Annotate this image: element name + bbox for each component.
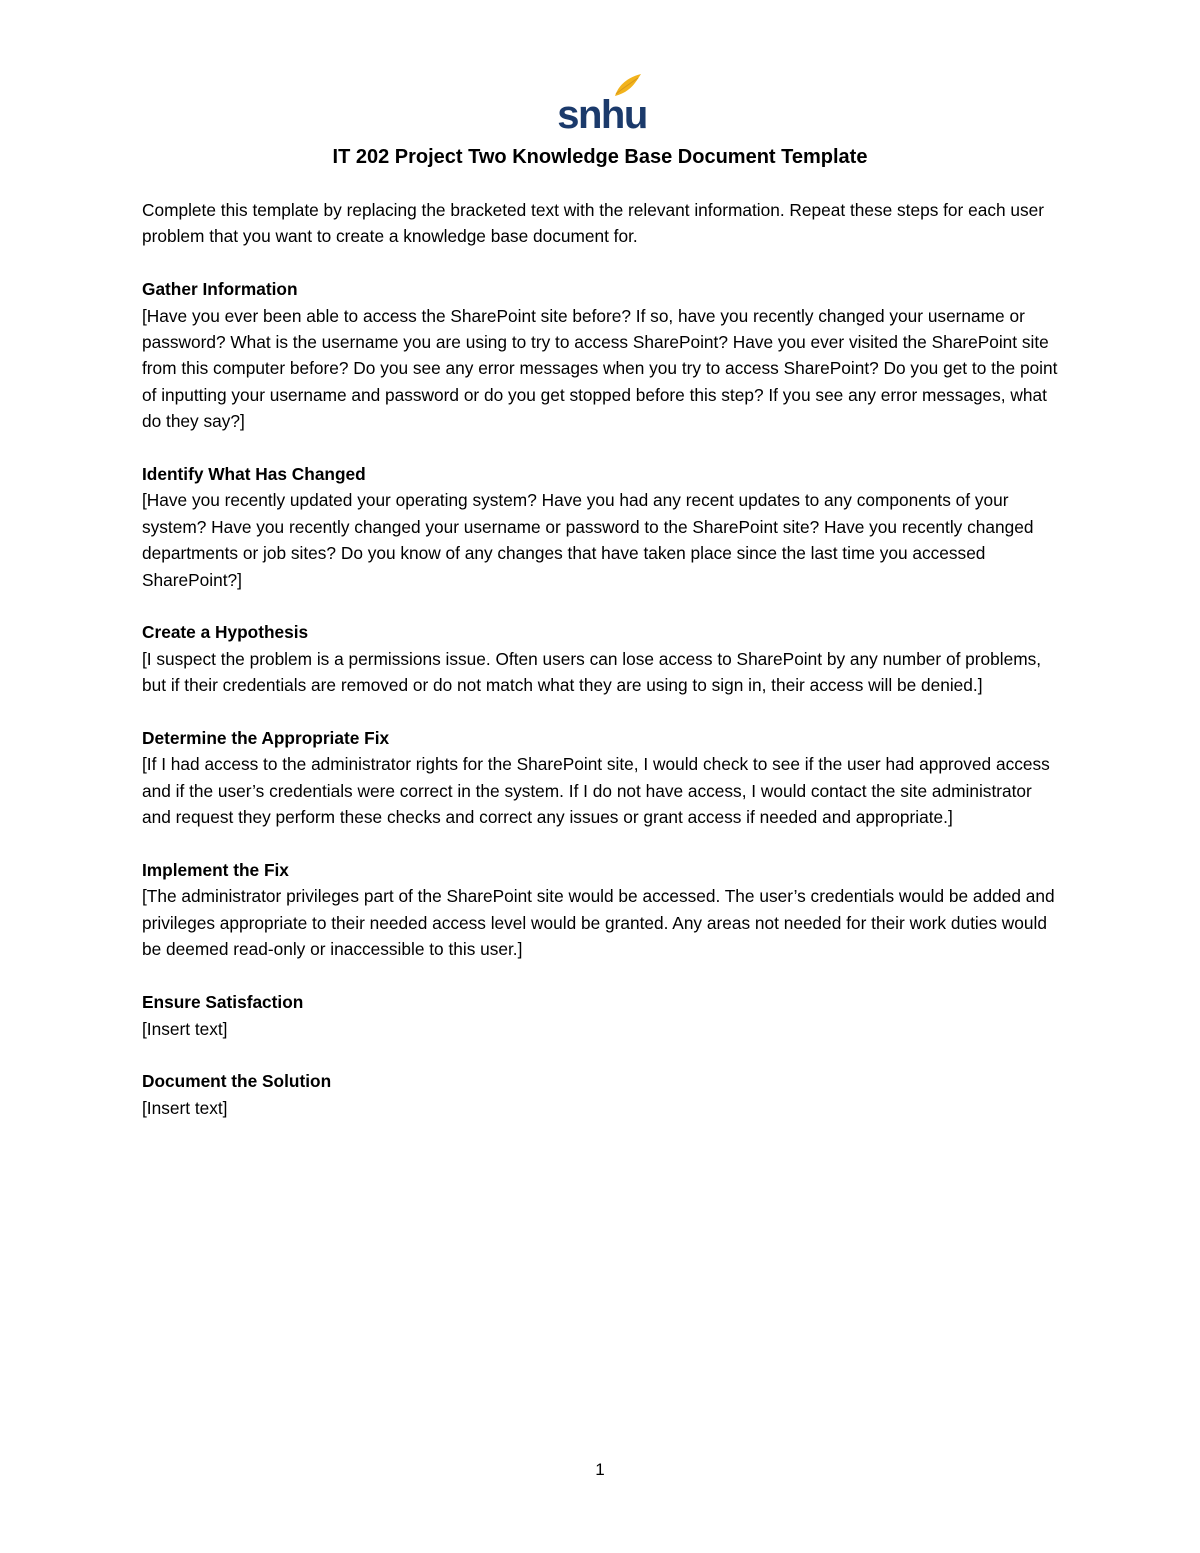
section-body: [If I had access to the administrator rights for the SharePoint site, I would check to see if the user had approved access and if the user’s credentials were correct in the system. If I do not have access, I would contact the site administrator and request they perform these checks and correct any issues or grant access if needed and appropriate.]: [142, 754, 1050, 828]
intro-paragraph: Complete this template by replacing the bracketed text with the relevant information. Repeat these steps for each user problem that you want to create a knowledge base document for.: [142, 200, 1044, 247]
section-body: [The administrator privileges part of the SharePoint site would be accessed. The user’s credentials would be added and privileges appropriate to their needed access level would be granted. Any areas not needed for their work duties would be deemed read-only or inaccessible to this user.]: [142, 886, 1055, 960]
section-heading: Ensure Satisfaction: [142, 992, 304, 1013]
section-determine-the-appropriate-fix: [142, 725, 1062, 831]
section-create-a-hypothesis: [142, 619, 1062, 698]
section-document-the-solution: [142, 1068, 1062, 1121]
page-number: 1: [595, 1460, 605, 1479]
section-body: [Insert text]: [142, 1097, 228, 1118]
document-body: [142, 197, 1062, 1148]
section-identify-what-has-changed: [142, 461, 1062, 593]
logo-wordmark: snhu: [557, 93, 647, 132]
section-body: [Have you ever been able to access the SharePoint site before? If so, have you recently changed your username or password? What is the username you are using to try to access SharePoint? Have you ever visited the SharePoint site from this computer before? Do you see any error messages when you try to access SharePoint? Do you get to the point of inputting your username and password or do you get stopped before this step? If you see any error messages, what do they say?]: [142, 305, 1058, 432]
section-heading: Gather Information: [142, 279, 298, 300]
section-heading: Identify What Has Changed: [142, 464, 366, 485]
section-heading: Implement the Fix: [142, 860, 289, 881]
section-gather-information: [142, 276, 1062, 434]
section-body: [Have you recently updated your operating system? Have you had any recent updates to any components of your system? Have you recently changed your username or password to the SharePoint site? Have you recently changed departments or job sites? Do you know of any changes that have taken place since the last time you accessed SharePoint?]: [142, 490, 1034, 590]
section-heading: Create a Hypothesis: [142, 622, 309, 643]
document-title: IT 202 Project Two Knowledge Base Document Template: [332, 146, 868, 168]
section-body: [Insert text]: [142, 1018, 228, 1039]
section-heading: Document the Solution: [142, 1071, 332, 1092]
section-body: [I suspect the problem is a permissions issue. Often users can lose access to SharePoint by any number of problems, but if their credentials are removed or do not match what they are using to sign in, their access will be denied.]: [142, 648, 1042, 696]
section-implement-the-fix: [142, 857, 1062, 963]
snhu-logo: [557, 72, 647, 132]
section-heading: Determine the Appropriate Fix: [142, 728, 390, 749]
section-ensure-satisfaction: [142, 989, 1062, 1042]
